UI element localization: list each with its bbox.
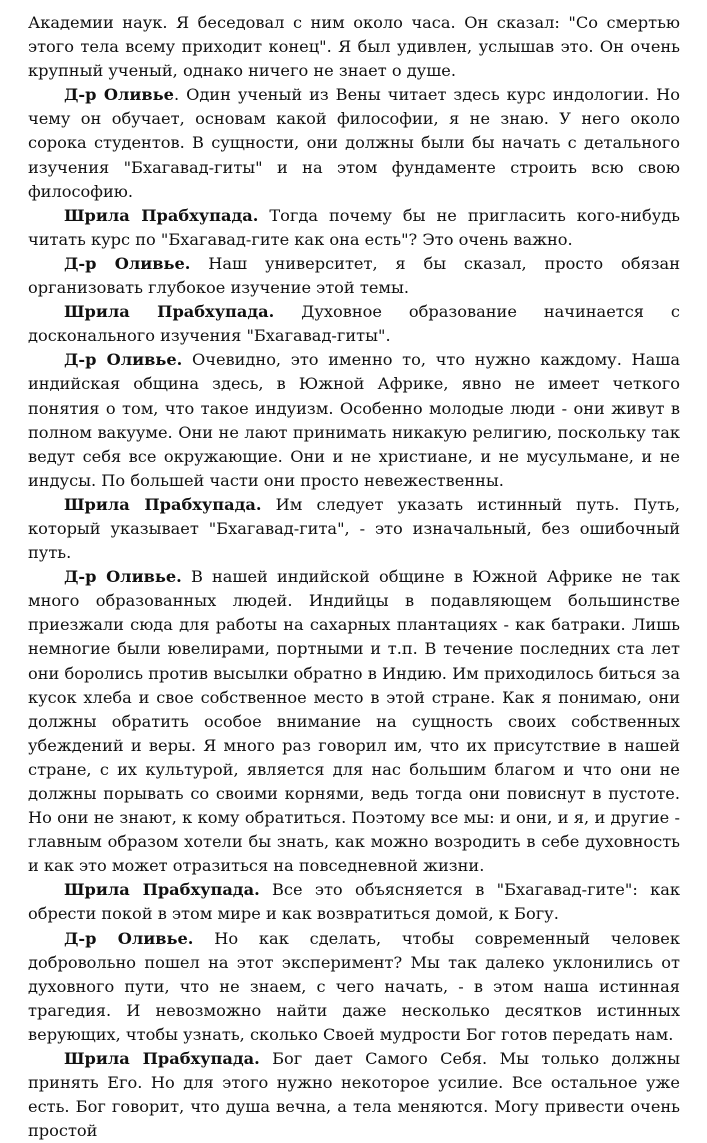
dialogue-paragraph bbox=[28, 300, 680, 348]
speaker-name: Шрила Прабхупада. bbox=[64, 205, 259, 225]
paragraph-continuation bbox=[28, 11, 680, 83]
paragraph-text: . Один ученый из Вены читает здесь курс индологии. Но чему он обучает, основам какой философии, я не знаю. У него около сорока студентов. В сущности, они должны были бы начать с детального изучения "Бхагавад-гиты" и на этом фундаменте строить всю свою философию. bbox=[28, 85, 680, 201]
dialogue-paragraph bbox=[28, 1047, 680, 1143]
paragraph-text: Им следует указать истинный путь. Путь, который указывает "Бхагавад-гита", - это изначальный, без ошибочный путь. bbox=[28, 494, 680, 563]
paragraph-text: Очевидно, это именно то, что нужно каждому. Наша индийская община здесь, в Южной Африке, явно не имеет четкого понятия о том, что такое индуизм. Особенно молодые люди - они живут в полном вакууме. Они не лают принимать никакую религию, поскольку так ведут себя все окружающие. Они и не христиане, и не мусульмане, и не индусы. По большей части они просто невежественны. bbox=[28, 350, 680, 490]
dialogue-paragraph bbox=[28, 927, 680, 1047]
paragraph-text: Все это объясняется в "Бхагавад-гите": как обрести покой в этом мире и как возвратиться домой, к Богу. bbox=[28, 880, 680, 924]
paragraph-text: Тогда почему бы не пригласить кого-нибудь читать курс по "Бхагавад-гите как она есть"? Это очень важно. bbox=[28, 205, 680, 249]
dialogue-paragraph bbox=[28, 252, 680, 300]
speaker-name: Шрила Прабхупада. bbox=[64, 880, 260, 900]
speaker-name: Шрила Прабхупада. bbox=[64, 302, 275, 322]
paragraph-text: Но как сделать, чтобы современный человек добровольно пошел на этот эксперимент? Мы так далеко уклонились от духовного пути, что не знаем, с чего начать, - в этом наша истинная трагедия. И невозможно найти даже несколько десятков истинных верующих, чтобы узнать, сколько Своей мудрости Бог готов передать нам. bbox=[28, 928, 680, 1044]
dialogue-paragraph bbox=[28, 565, 680, 878]
speaker-name: Д-р Оливье. bbox=[64, 253, 191, 273]
paragraph-text: Бог дает Самого Себя. Мы только должны принять Его. Но для этого нужно некоторое усилие. Все остальное уже есть. Бог говорит, что душа вечна, а тела меняются. Могу привести очень простой bbox=[28, 1049, 680, 1141]
dialogue-paragraph bbox=[28, 204, 680, 252]
dialogue-paragraph bbox=[28, 493, 680, 565]
speaker-name: Д-р Оливье. bbox=[64, 567, 182, 587]
speaker-name: Шрила Прабхупада. bbox=[64, 494, 262, 514]
dialogue-paragraph bbox=[28, 348, 680, 493]
dialogue-paragraph bbox=[28, 83, 680, 203]
paragraph-text: Академии наук. Я беседовал с ним около часа. Он сказал: "Со смертью этого тела всему приходит конец". Я был удивлен, услышав это. Он очень крупный ученый, однако ничего не знает о душе. bbox=[28, 13, 680, 81]
speaker-name: Д-р Оливье. bbox=[64, 928, 194, 948]
dialogue-paragraph bbox=[28, 878, 680, 926]
paragraph-text: Наш университет, я бы сказал, просто обязан организовать глубокое изучение этой темы. bbox=[28, 253, 680, 298]
speaker-name: Д-р Оливье bbox=[64, 85, 174, 105]
paragraph-text: В нашей индийской общине в Южной Африке не так много образованных людей. Индийцы в подавляющем большинстве приезжали сюда для работы на сахарных плантациях - как батраки. Лишь немногие были ювелирами, портными и т.п. В течение последних ста лет они боролись против высылки обратно в Индию. Им приходилось биться за кусок хлеба и свое собственное место в этой стране. Как я понимаю, они должны обратить особое внимание на сущность своих собственных убеждений и веры. Я много раз говорил им, что их присутствие в нашей стране, с их культурой, является для нас большим благом и что они не должны порывать со своими корнями, ведь тогда они повиснут в пустоте. Но они не знают, к кому обратиться. Поэтому все мы: и они, и я, и другие - главным образом хотели бы знать, как можно возродить в себе духовность и как это может отразиться на повседневной жизни. bbox=[28, 567, 680, 876]
speaker-name: Шрила Прабхупада. bbox=[64, 1049, 260, 1069]
speaker-name: Д-р Оливье. bbox=[64, 350, 183, 370]
paragraph-text: Духовное образование начинается с досконального изучения "Бхагавад-гиты". bbox=[28, 302, 680, 346]
